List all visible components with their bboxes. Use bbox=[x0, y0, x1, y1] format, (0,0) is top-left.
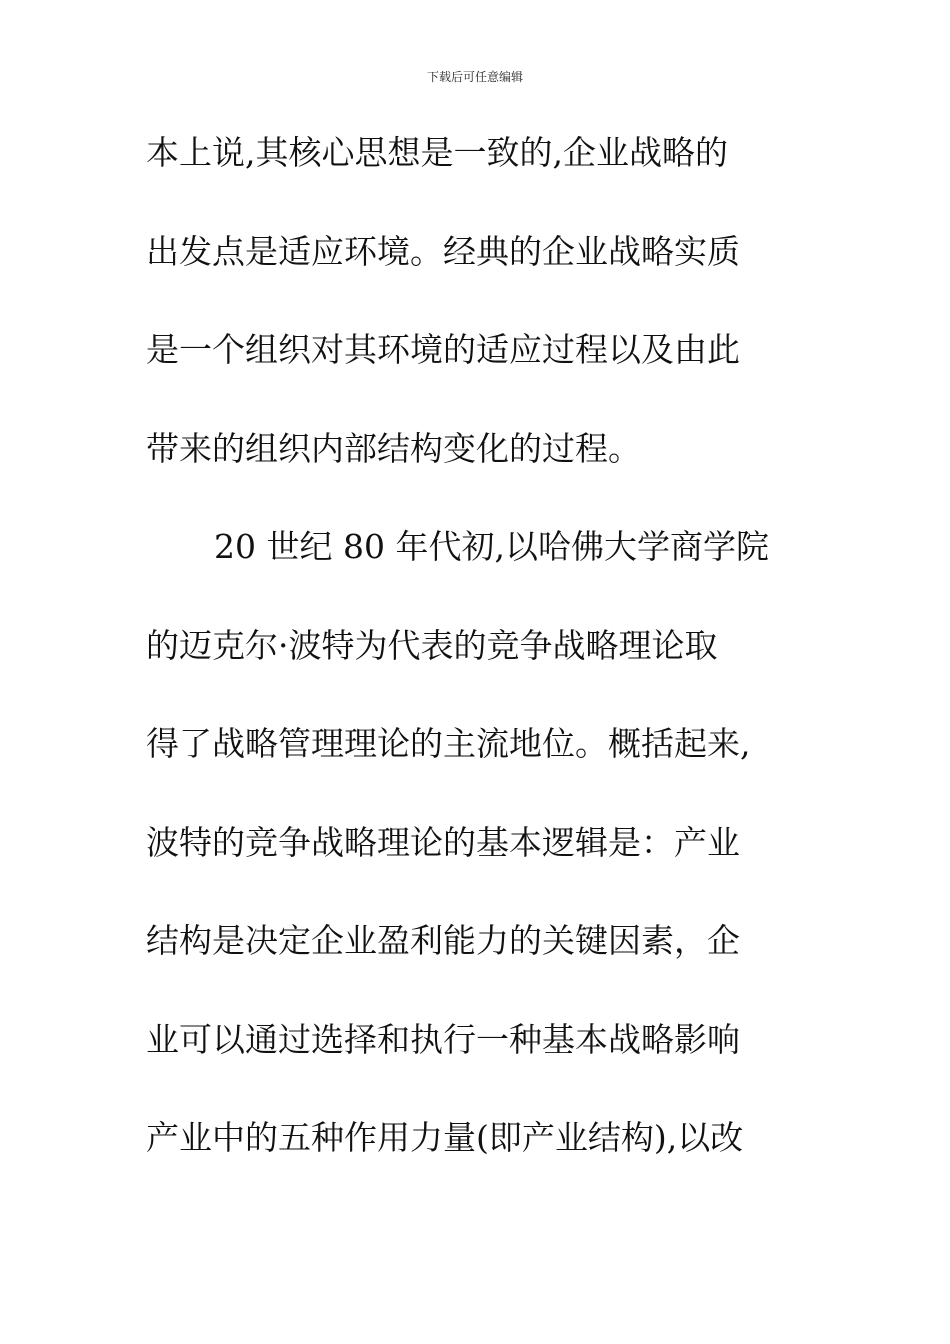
header-note: 下载后可任意编辑 bbox=[426, 70, 523, 84]
paragraph-start-line: 20 世纪 80 年代初,以哈佛大学商学院 bbox=[214, 527, 769, 566]
text-line: 波特的竞争战略理论的基本逻辑是：产业 bbox=[146, 822, 740, 862]
text-line: 是一个组织对其环境的适应过程以及由此 bbox=[146, 330, 740, 369]
text-line: 业可以通过选择和执行一种基本战略影响 bbox=[146, 1019, 740, 1059]
text-line: 得了战略管理理论的主流地位。概括起来, bbox=[146, 724, 751, 763]
text-line: 带来的组织内部结构变化的过程。 bbox=[146, 428, 641, 468]
body-text bbox=[146, 120, 806, 1204]
text-line: 出发点是适应环境。经典的企业战略实质 bbox=[146, 231, 740, 271]
text-line: 的迈克尔·波特为代表的竞争战略理论取 bbox=[146, 625, 718, 665]
text-line: 产业中的五种作用力量(即产业结构),以改 bbox=[146, 1118, 744, 1157]
text-line: 本上说,其核心思想是一致的,企业战略的 bbox=[146, 133, 728, 172]
text-line: 结构是决定企业盈利能力的关键因素，企 bbox=[146, 921, 740, 960]
